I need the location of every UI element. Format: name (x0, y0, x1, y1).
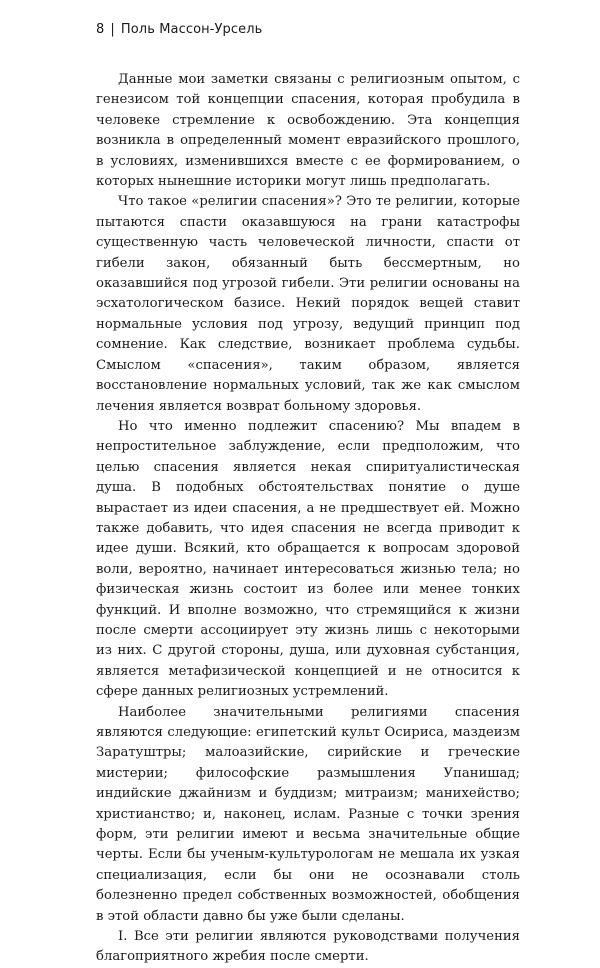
author-name: Поль Массон-Урсель (120, 22, 263, 37)
running-head (96, 22, 262, 37)
paragraph: Но что именно подлежит спасению? Мы впадем в непростительное заблуждение, если предположим, что целью спасения является некая спиритуалистическая душа. В подобных обстоятельствах понятие о душе вырастает из идеи спасения, а не предшествует ей. Можно также добавить, что идея спасения не всегда приводит к идее души. Всякий, кто обращается к вопросам здоровой воли, вероятно, начинает интересоваться жизнью тела; но физическая жизнь состоит из более или менее тонких функций. И вполне возможно, что стремящийся к жизни после смерти ассоциирует эту жизнь лишь с некоторыми из них. С другой стороны, душа, или духовная субстанция, является метафизической концепцией и не относится к сфере данных религиозных устремлений. (96, 418, 520, 700)
page-number: 8 (96, 22, 105, 37)
body-text (96, 70, 520, 968)
paragraph: Наиболее значительными религиями спасения являются следующие: египетский культ Осириса, маздеизм Заратуштры; малоазийские, сирийские и греческие мистерии; философские размышления Упанишад; индийские джайнизм и буддизм; митраизм; манихейство; христианство; и, наконец, ислам. Разные с точки зрения форм, эти религии имеют и весьма значительные общие черты. Если бы ученым-культурологам не мешала их узкая специализация, если бы они не осознавали столь болезненно предел собственных возможностей, обобщения в этой области давно бы уже были сделаны. (96, 704, 520, 924)
paragraph: Данные мои заметки связаны с религиозным опытом, с генезисом той концепции спасения, которая пробудила в человеке стремление к освобождению. Эта концепция возникла в определенный момент евразийского прошлого, в условиях, изменившихся вместе с ее формированием, о которых нынешние историки могут лишь предполагать. (96, 72, 520, 190)
paragraph: Что такое «религии спасения»? Это те религии, которые пытаются спасти оказавшуюся на грани катастрофы существенную часть человеческой личности, спасти от гибели закон, обязанный быть бессмертным, но оказавшийся под угрозой гибели. Эти религии основаны на эсхатологическом базисе. Некий порядок вещей ставит нормальные условия под угрозу, ведущий принцип под сомнение. Как следствие, возникает проблема судьбы. Смыслом «спасения», таким образом, является восстановление нормальных условий, так же как смыслом лечения является возврат больному здоровья. (96, 194, 520, 414)
paragraph: I. Все эти религии являются руководствами получения благоприятного жребия после смерти. (96, 929, 520, 965)
header-separator: | (110, 22, 115, 37)
